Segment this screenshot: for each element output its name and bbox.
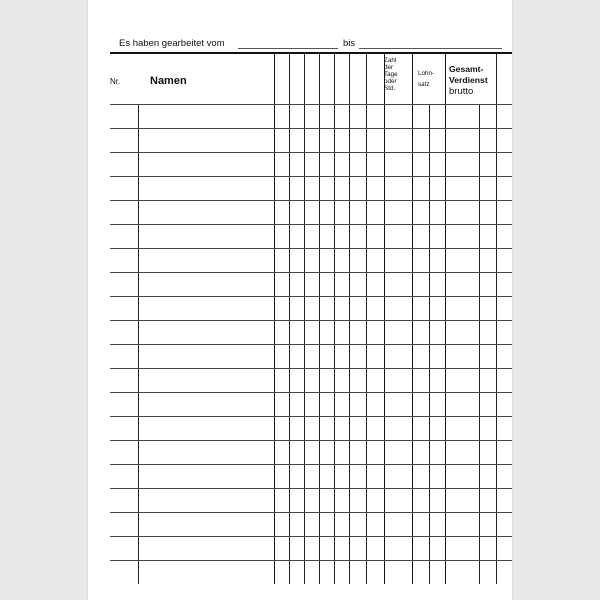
table-row-line [110,512,512,513]
period-to-line[interactable] [359,48,502,49]
form-sheet [88,0,512,600]
grid-column-line [366,54,367,584]
zahl-line: Zahl [384,57,397,64]
grid-column-line [319,54,320,584]
column-header-nr: Nr. [110,77,121,86]
period-to-label: bis [343,38,356,49]
grid-column-line [349,54,350,584]
table-row-line [110,320,512,321]
period-from-line[interactable] [238,48,338,49]
grid-column-line [384,54,385,584]
column-header-gesamtverdienst [449,64,488,97]
table-row-line [110,224,512,225]
column-header-lohnsatz [418,68,438,90]
grid-column-line [304,54,305,584]
column-header-zahl [384,57,408,92]
grid-column-line [334,54,335,584]
gesamt-line: brutto [449,86,474,97]
table-row-line [110,152,512,153]
lohnsatz-line: Lohn- [418,70,435,77]
table-row-line [110,560,512,561]
grid-column-line [445,54,446,584]
zahl-line: oder [384,78,397,85]
period-label: Es haben gearbeitet vom [119,38,225,49]
table-row-line [110,416,512,417]
table-row-line [110,464,512,465]
zahl-line: Std. [384,85,396,92]
header-rule [110,52,512,54]
column-header-namen: Namen [150,75,187,87]
grid-column-line [412,54,413,584]
table-row-line [110,392,512,393]
table-row-line [110,440,512,441]
zahl-line: Tage [384,71,398,78]
table-row-line [110,272,512,273]
table-row-line [110,344,512,345]
grid-column-line [496,54,497,584]
table-row-line [110,488,512,489]
grid-column-line [289,54,290,584]
table-row-line [110,176,512,177]
table-row-line [110,104,512,105]
grid-column-line [274,54,275,584]
table-row-line [110,128,512,129]
table-row-line [110,200,512,201]
zahl-line: der [384,64,394,71]
table-row-line [110,368,512,369]
table-row-line [110,248,512,249]
table-row-line [110,536,512,537]
gesamt-line: Gesamt- [449,64,484,74]
gesamt-line: Verdienst [449,75,488,85]
lohnsatz-line: satz [418,81,430,88]
table-row-line [110,296,512,297]
